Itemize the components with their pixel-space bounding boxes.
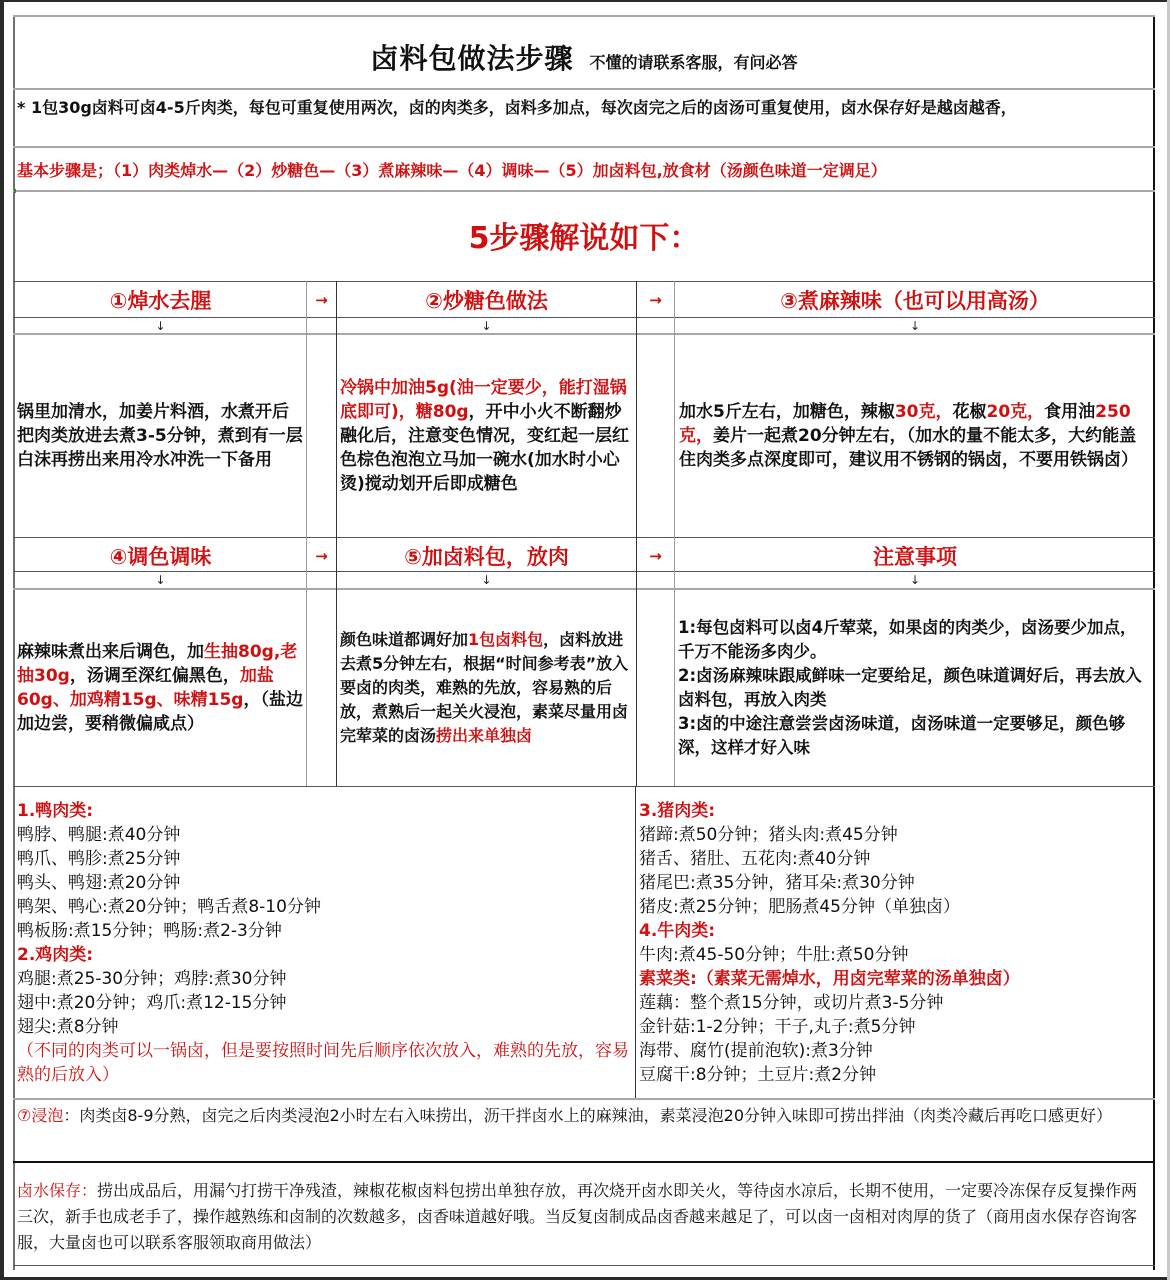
step5-text bbox=[340, 628, 634, 748]
page-header bbox=[15, 17, 1153, 97]
list-item: 翅中:煮20分钟；鸡爪:煮12-15分钟 bbox=[17, 993, 287, 1013]
note-item: 3:卤的中途注意尝尝卤汤味道，卤汤味道一定要够足，颜色够深，这样才好入味 bbox=[678, 714, 1126, 757]
list-item: 鸭头、鸭翅:煮20分钟 bbox=[17, 873, 181, 893]
arrow-down-icon: ↓ bbox=[481, 573, 492, 587]
step5-body bbox=[340, 590, 634, 786]
frame-top-border bbox=[0, 0, 1170, 2]
step5-header: ⑤加卤料包，放肉 bbox=[404, 545, 569, 569]
text-segment: 20克， bbox=[986, 402, 1045, 422]
notes-list bbox=[678, 616, 1150, 760]
list-item: 鸭脖、鸭腿:煮40分钟 bbox=[17, 825, 181, 845]
text-segment: 姜片一起煮20分钟左右，（加水的量不能太多，大约能盖住肉类多点深度即可，建议用不锈钢的锅卤，不要用铁锅卤） bbox=[679, 426, 1138, 470]
arrow-right-icon: → bbox=[649, 547, 662, 565]
category-heading: 1.鸭肉类: bbox=[17, 801, 94, 821]
grid-line-vertical bbox=[635, 786, 636, 1098]
step2-header: ②炒糖色做法 bbox=[425, 289, 548, 313]
arrow-down-icon: ↓ bbox=[909, 319, 921, 333]
step4-text bbox=[17, 640, 303, 736]
text-segment: ，汤调至深红偏黑色， bbox=[69, 666, 240, 686]
time-table-left bbox=[17, 799, 629, 1087]
soak-label: ⑦浸泡 bbox=[17, 1106, 64, 1125]
list-item: 莲藕：整个煮15分钟，或切片煮3-5分钟 bbox=[639, 993, 944, 1013]
list-item: 海带、腐竹(提前泡软):煮3分钟 bbox=[639, 1041, 873, 1061]
step2-text bbox=[340, 376, 634, 496]
text-segment: 锅里加清水，加姜片料酒，水煮开后把肉类放进去煮3-5分钟，煮到有一层白沫再捞出来用冷水冲洗一下备用 bbox=[17, 402, 303, 470]
text-segment: ，（盐边加边尝，要稍微偏咸点） bbox=[17, 690, 303, 734]
step3-text bbox=[679, 400, 1149, 472]
arrow-right-icon: → bbox=[649, 291, 662, 309]
grid-line-vertical bbox=[636, 281, 637, 786]
arrow-right-icon: → bbox=[315, 291, 328, 309]
text-segment: ，卤料放进去煮5分钟左右，根据“时间参考表”放入要卤的肉类，难熟的先放，容易熟的后放，煮熟后一起关火浸泡，素菜尽量用卤完荤菜的卤汤 bbox=[340, 630, 629, 745]
grid-line bbox=[13, 1098, 1155, 1100]
list-item: 翅尖:煮8分钟 bbox=[17, 1017, 119, 1037]
arrow-down-icon: ↓ bbox=[481, 319, 492, 333]
category-heading: 4.牛肉类: bbox=[639, 921, 716, 941]
basic-steps: 基本步骤是；（1）肉类焯水—（2）炒糖色—（3）煮麻辣味—（4）调味—（5）加卤料包,放食材（汤颜色味道一定调足） bbox=[17, 161, 887, 180]
list-item: 鸭架、鸭心:煮20分钟；鸭舌煮8-10分钟 bbox=[17, 897, 321, 917]
grid-line-vertical bbox=[674, 281, 675, 786]
soak-text: ：肉类卤8-9分熟，卤完之后肉类浸泡2小时左右入味捞出，沥干拌卤水上的麻辣油，素菜浸泡20分钟入味即可捞出拌油（肉类冷藏后再吃口感更好） bbox=[63, 1106, 1113, 1125]
list-item: 豆腐干:8分钟；土豆片:煮2分钟 bbox=[639, 1065, 877, 1085]
step4-header: ④调色调味 bbox=[109, 545, 212, 569]
note-item: 1:每包卤料可以卤4斤荤菜，如果卤的肉类少，卤汤要少加点，千万不能汤多肉少。 bbox=[678, 618, 1137, 661]
note-item: 2:卤汤麻辣味跟咸鲜味一定要给足，颜色味道调好后，再去放入卤料包，再放入肉类 bbox=[678, 666, 1142, 709]
list-item: 猪皮:煮25分钟；肥肠煮45分钟（单独卤） bbox=[639, 897, 960, 917]
step1-body bbox=[17, 335, 303, 537]
category-heading: 素菜类:（素菜无需焯水，用卤完荤菜的汤单独卤） bbox=[639, 969, 1020, 989]
step4-body bbox=[17, 590, 303, 786]
time-table-right bbox=[639, 799, 1151, 1087]
list-item: 金针菇:1-2分钟；干子,丸子:煮5分钟 bbox=[639, 1017, 916, 1037]
grid-line-vertical bbox=[336, 281, 337, 786]
text-segment: 生抽80g,老抽30g bbox=[17, 642, 298, 686]
list-note: （不同的肉类可以一锅卤，但是要按照时间先后顺序依次放入，难熟的先放，容易熟的后放入） bbox=[17, 1041, 629, 1085]
category-heading: 3.猪肉类: bbox=[639, 801, 716, 821]
text-segment: 加盐60g、加鸡精15g、味精15g bbox=[17, 666, 274, 710]
arrow-down-icon: ↓ bbox=[909, 573, 921, 587]
step1-text bbox=[17, 400, 303, 472]
arrow-down-icon: ↓ bbox=[155, 319, 166, 333]
storage-text: 捞出成品后，用漏勺打捞干净残渣，辣椒花椒卤料包捞出单独存放，再次烧开卤水即关火，等待卤水凉后，长期不使用，一定要冷冻保存反复操作两三次，新手也成老手了，操作越熟练和卤制的次数越多，卤香味道越好哦。当反复卤制成品卤香越来越足了，可以卤一卤相对肉厚的货了（商用卤水保存咨询客服，大量卤也可以联系客服领取商用做法） bbox=[17, 1181, 1138, 1252]
grid-line bbox=[13, 146, 1155, 148]
grid-line-vertical bbox=[306, 281, 307, 786]
grid-line bbox=[13, 786, 1155, 787]
text-segment: ，开中小火不断翻炒融化后，注意变色情况，变红起一层红色棕色泡泡立马加一碗水(加水时小心烫)搅动划开后即成糖色 bbox=[340, 402, 629, 494]
list-item: 鸡腿:煮25-30分钟；鸡脖:煮30分钟 bbox=[17, 969, 287, 989]
arrow-down-icon: ↓ bbox=[155, 573, 166, 587]
step2-body bbox=[340, 335, 634, 537]
text-segment: 1包卤料包 bbox=[468, 630, 544, 649]
text-segment: 颜色味道都调好加 bbox=[340, 630, 469, 649]
category-heading: 2.鸡肉类: bbox=[17, 945, 94, 965]
list-item: 牛肉:煮45-50分钟；牛肚:煮50分钟 bbox=[639, 945, 909, 965]
list-item: 鸭爪、鸭胗:煮25分钟 bbox=[17, 849, 181, 869]
text-segment: 食用油 bbox=[1044, 402, 1096, 422]
notes-header: 注意事项 bbox=[873, 545, 957, 569]
page-title: 卤料包做法步骤 bbox=[370, 42, 574, 75]
frame-left-border bbox=[0, 0, 4, 1280]
intro-note: * 1包30g卤料可卤4-5斤肉类，每包可重复使用两次，卤的肉类多，卤料多加点，每次卤完之后的卤汤可重复使用，卤水保存好是越卤越香， bbox=[17, 98, 1017, 117]
list-item: 鸭板肠:煮15分钟；鸭肠:煮2-3分钟 bbox=[17, 921, 282, 941]
step3-body bbox=[679, 335, 1149, 537]
list-item: 猪蹄:煮50分钟；猪头肉:煮45分钟 bbox=[639, 825, 898, 845]
soak-section bbox=[17, 1103, 1153, 1129]
section-title: 5步骤解说如下： bbox=[468, 221, 700, 256]
text-segment: 捞出来单独卤 bbox=[436, 726, 533, 745]
list-item: 猪尾巴:煮35分钟，猪耳朵:煮30分钟 bbox=[639, 873, 915, 893]
text-segment: 250克， bbox=[679, 402, 1131, 446]
step3-header: ③煮麻辣味（也可以用高汤） bbox=[780, 289, 1050, 313]
storage-label: 卤水保存： bbox=[17, 1181, 98, 1200]
notes-body bbox=[678, 590, 1150, 786]
storage-section bbox=[17, 1178, 1153, 1256]
page-subtitle: 不懂的请联系客服，有问必答 bbox=[589, 52, 798, 72]
grid-line bbox=[13, 1161, 1155, 1163]
text-segment: 花椒 bbox=[952, 402, 987, 422]
text-segment: 麻辣味煮出来后调色，加 bbox=[17, 642, 204, 662]
text-segment: 30克， bbox=[894, 402, 953, 422]
text-segment: 冷锅中加油5g(油一定要少，能打湿锅底即可)，糖80g bbox=[340, 378, 627, 422]
grid-line bbox=[13, 1265, 1155, 1266]
list-item: 猪舌、猪肚、五花肉:煮40分钟 bbox=[639, 849, 871, 869]
text-segment: 加水5斤左右，加糖色，辣椒 bbox=[679, 402, 895, 422]
step1-header: ①焯水去腥 bbox=[109, 289, 212, 313]
arrow-right-icon: → bbox=[315, 547, 328, 565]
